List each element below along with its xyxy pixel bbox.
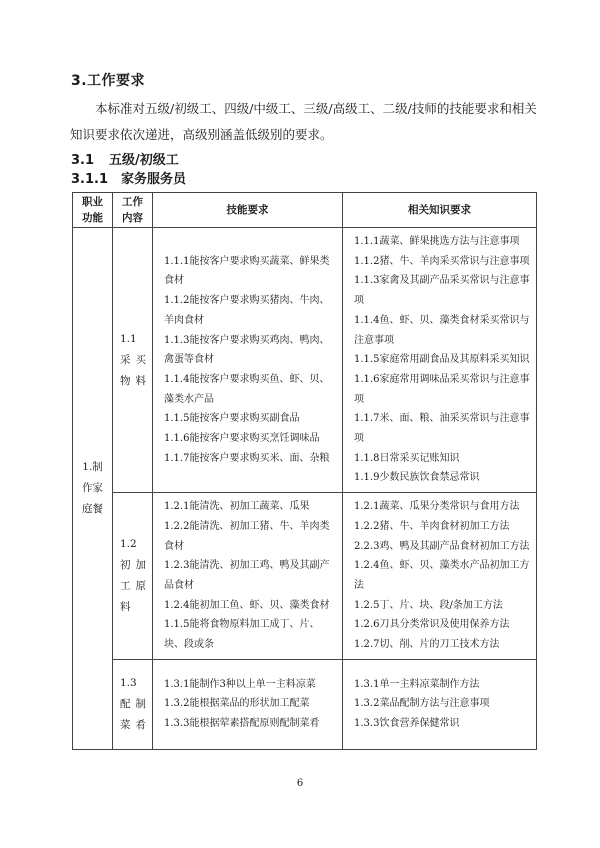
section-title: 3.工作要求 xyxy=(71,73,146,89)
knowledge-item: 1.2.5丁、片、块、段/条加工方法 xyxy=(354,599,503,611)
knowledge-item: 1.1.4鱼、虾、贝、藻类食材采买常识与注意事项 xyxy=(354,314,530,346)
knowledge-item: 1.3.1单一主料凉菜制作方法 xyxy=(354,678,480,690)
table-row xyxy=(73,659,537,749)
skill-item: 1.2.3能清洗、初加工鸡、鸭及其副产品食材 xyxy=(164,560,330,591)
knowledge-cell xyxy=(343,228,537,493)
skill-item: 1.1.7能按客户要求购买米、面、杂粮 xyxy=(164,452,330,464)
header-knowledge: 相关知识要求 xyxy=(343,193,537,228)
skill-item: 1.3.2能根据菜品的形状加工配菜 xyxy=(164,698,310,710)
knowledge-cell xyxy=(343,659,537,749)
knowledge-item: 1.1.5家庭常用副食品及其原料采买知识 xyxy=(354,354,530,366)
content-cell: 1.3 配制 菜肴 xyxy=(113,659,153,749)
header-content: 工作 内容 xyxy=(113,193,153,228)
skill-item: 1.1.2能按客户要求购买猪肉、牛肉、羊肉食材 xyxy=(164,295,330,326)
table-header-row xyxy=(73,193,537,228)
knowledge-item: 1.1.3家禽及其副产品采买常识与注意事项 xyxy=(354,275,530,307)
knowledge-item: 1.3.3饮食营养保健常识 xyxy=(354,718,460,730)
skill-item: 1.3.1能制作3种以上单一主料凉菜 xyxy=(164,678,316,690)
knowledge-item: 1.2.6刀具分类常识及使用保养方法 xyxy=(354,619,510,631)
subsubsection-number: 3.1.1 xyxy=(71,172,109,187)
knowledge-item: 1.2.2猪、牛、羊肉食材初加工方法 xyxy=(354,520,510,532)
knowledge-item: 1.1.7米、面、粮、油采买常识与注意事项 xyxy=(354,413,530,445)
content-cell: 1.1 采买 物料 xyxy=(113,228,153,493)
skill-item: 1.2.1能清洗、初加工蔬菜、瓜果 xyxy=(164,501,310,513)
knowledge-cell xyxy=(343,493,537,660)
knowledge-item: 1.1.2猪、牛、羊肉采买常识与注意事项 xyxy=(354,255,530,267)
content-cell: 1.2 初加 工原 料 xyxy=(113,493,153,660)
skill-item: 1.1.5能将食物原料加工成丁、片、块、段或条 xyxy=(164,619,320,651)
subsection-number: 3.1 xyxy=(71,153,95,168)
knowledge-item: 1.1.1蔬菜、鲜果挑选方法与注意事项 xyxy=(354,236,520,247)
table-row xyxy=(73,493,537,660)
page-number: 6 xyxy=(296,778,304,789)
knowledge-item: 1.2.1蔬菜、瓜果分类常识与食用方法 xyxy=(354,501,520,513)
knowledge-item: 2.2.3鸡、鸭及其副产品食材初加工方法 xyxy=(354,540,530,552)
skill-item: 1.3.3能根据荤素搭配原则配制菜肴 xyxy=(164,718,320,730)
knowledge-item: 1.2.7切、削、片的刀工技术方法 xyxy=(354,639,500,651)
skill-item: 1.1.5能按客户要求购买副食品 xyxy=(164,413,300,425)
skill-item: 1.1.4能按客户要求购买鱼、虾、贝、藻类水产品 xyxy=(164,373,330,405)
subsubsection-heading xyxy=(71,168,186,187)
knowledge-item: 1.1.6家庭常用调味品采买常识与注意事项 xyxy=(354,373,530,405)
knowledge-item: 1.2.4鱼、虾、贝、藻类水产品初加工方法 xyxy=(354,560,530,591)
subsubsection-title: 家务服务员 xyxy=(121,172,187,187)
skill-item: 1.1.3能按客户要求购买鸡肉、鸭肉、禽蛋等食材 xyxy=(164,334,330,366)
subsection-title: 五级/初级工 xyxy=(109,153,179,168)
skill-item: 1.1.6能按客户要求购买烹饪调味品 xyxy=(164,433,320,445)
requirements-table xyxy=(72,192,537,750)
skill-item: 1.1.1能按客户要求购买蔬菜、鲜果类食材 xyxy=(164,255,330,287)
section-paragraph: 本标准对五级/初级工、四级/中级工、三级/高级工、二级/技师的技能要求和相关知识要求依次递进，高级别涵盖低级别的要求。 xyxy=(70,101,537,142)
header-skills: 技能要求 xyxy=(153,193,343,228)
skill-item: 1.2.2能清洗、初加工猪、牛、羊肉类食材 xyxy=(164,520,330,552)
function-cell: 1.制 作家 庭餐 xyxy=(73,228,113,750)
knowledge-item: 1.1.8日常采买记账知识 xyxy=(354,452,460,464)
skills-cell xyxy=(153,228,343,493)
header-function: 职业 功能 xyxy=(73,193,113,228)
table-row xyxy=(73,228,537,493)
subsection-heading xyxy=(71,149,179,168)
skills-cell xyxy=(153,659,343,749)
skills-cell xyxy=(153,493,343,660)
knowledge-item: 1.3.2菜品配制方法与注意事项 xyxy=(354,698,490,710)
skill-item: 1.2.4能初加工鱼、虾、贝、藻类食材 xyxy=(164,599,330,611)
knowledge-item: 1.1.9少数民族饮食禁忌常识 xyxy=(354,472,480,484)
